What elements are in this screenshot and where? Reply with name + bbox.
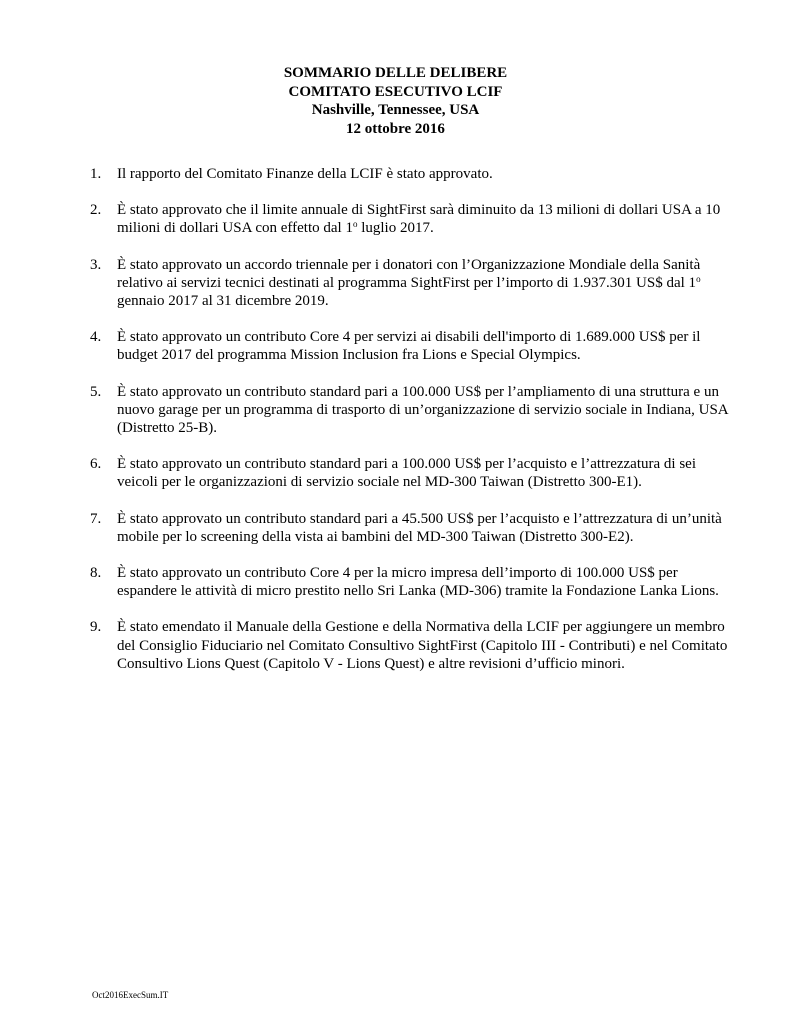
item-text: È stato approvato un contributo standard pari a 100.000 US$ per l’ampliamento di una struttura e un nuovo garage per un programma di trasporto di un’organizzazione di servizio sociale in Indiana, USA (Distretto 25-B). (117, 383, 728, 437)
item-number: 6. (90, 456, 102, 473)
footer-filename: Oct2016ExecSum.IT (92, 990, 169, 1000)
resolution-item-3 (90, 256, 730, 311)
item-text: È stato approvato un contributo Core 4 per servizi ai disabili dell'importo di 1.689.000 US$ per il budget 2017 del programma Mission Inclusion fra Lions e Special Olympics. (117, 329, 701, 364)
item-number: 8. (90, 565, 102, 582)
item-text: È stato approvato un contributo standard pari a 45.500 US$ per l’acquisto e l’attrezzatura di un’unità mobile per lo screening della vista ai bambini del MD-300 Taiwan (Distretto 300-E2). (117, 510, 722, 545)
item-number: 3. (90, 256, 102, 273)
resolution-item-4 (90, 328, 730, 364)
item-text-after: gennaio 2017 al 31 dicembre 2019. (117, 293, 329, 310)
item-text: Il rapporto del Comitato Finanze della LCIF è stato approvato. (117, 166, 493, 182)
item-text (117, 201, 730, 237)
header-committee: COMITATO ESECUTIVO LCIF (288, 83, 503, 100)
resolutions-list (90, 165, 730, 691)
item-text: È stato approvato un contributo standard pari a 100.000 US$ per l’acquisto e l’attrezzatura di sei veicoli per le organizzazioni di servizio sociale nel MD-300 Taiwan (Distretto 300-E1). (117, 456, 696, 491)
resolution-item-2 (90, 201, 730, 237)
item-number: 7. (90, 510, 102, 527)
item-text-before: È stato approvato un accordo triennale per i donatori con l’Organizzazione Mondiale della Sanità relativo ai servizi tecnici destinati al programma SightFirst per l’importo di 1.937.301 US$ dal 1 (117, 256, 701, 291)
header-location: Nashville, Tennessee, USA (311, 102, 480, 118)
resolution-item-8 (90, 564, 730, 600)
resolution-item-5 (90, 383, 730, 438)
resolution-item-1 (90, 165, 730, 183)
resolution-item-6 (90, 455, 730, 491)
item-number: 9. (90, 619, 102, 636)
item-text: È stato approvato un contributo Core 4 per la micro impresa dell’importo di 100.000 US$ per espandere le attività di micro prestito nello Sri Lanka (MD-306) tramite la Fondazione Lanka Lions. (117, 565, 719, 600)
item-number: 5. (90, 383, 102, 400)
header-title: SOMMARIO DELLE DELIBERE (283, 65, 508, 81)
ordinal-superscript: o (352, 219, 358, 230)
header-date: 12 ottobre 2016 (346, 120, 445, 137)
resolution-item-7 (90, 510, 730, 546)
item-text-before: È stato approvato che il limite annuale di SightFirst sarà diminuito da 13 milioni di dollari USA a 10 milioni di dollari USA con effetto dal 1 (117, 202, 721, 237)
item-number: 4. (90, 329, 102, 346)
item-text: È stato emendato il Manuale della Gestione e della Normativa della LCIF per aggiungere un membro del Consiglio Fiduciario nel Comitato Consultivo SightFirst (Capitolo III - Contributi) e nel Comitato Consultivo Lions Quest (Capitolo V - Lions Quest) e altre revisioni d’ufficio minori. (117, 619, 728, 672)
document-header (0, 64, 791, 138)
item-text (117, 256, 730, 311)
ordinal-superscript: o (696, 273, 701, 284)
item-number: 1. (90, 166, 102, 182)
item-number: 2. (90, 202, 102, 219)
resolution-item-9 (90, 618, 730, 673)
item-text-after: luglio 2017. (357, 220, 434, 237)
